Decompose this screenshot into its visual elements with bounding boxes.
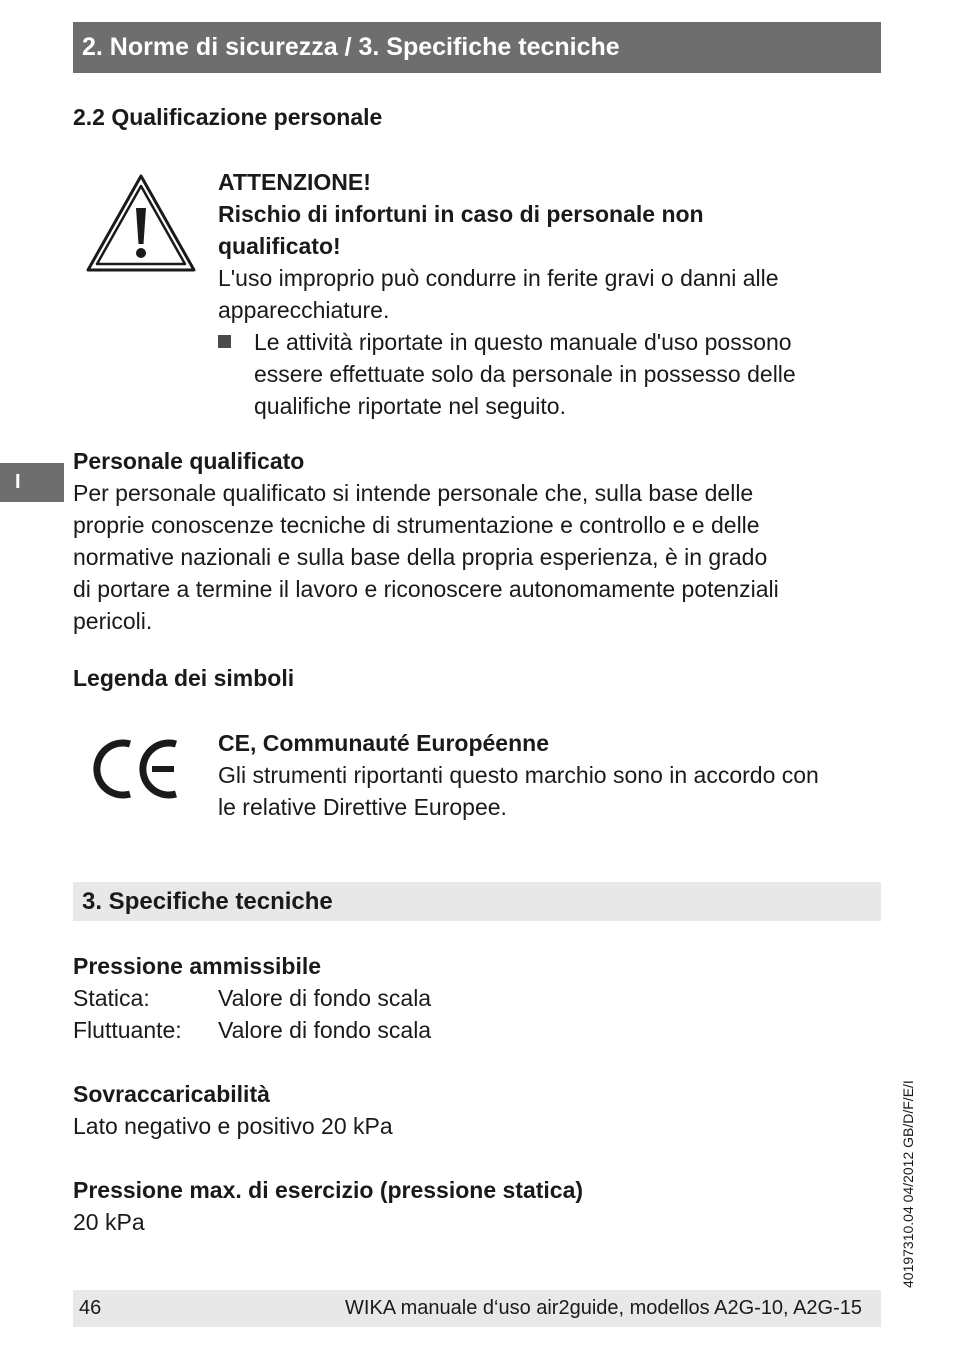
specs-section-title: 3. Specifiche tecniche bbox=[73, 882, 881, 921]
maxpress-value: 20 kPa bbox=[73, 1209, 145, 1235]
square-bullet-icon bbox=[218, 335, 231, 348]
warning-block bbox=[218, 166, 878, 422]
maxpress-block bbox=[73, 1174, 873, 1238]
qualified-staff-heading: Personale qualificato bbox=[73, 448, 305, 474]
warning-bullet-line-1: Le attività riportate in questo manuale d'uso possono bbox=[254, 329, 792, 355]
warning-triangle-icon bbox=[85, 173, 197, 273]
ce-body-2: le relative Direttive Europee. bbox=[218, 794, 507, 820]
overload-value: Lato negativo e positivo 20 kPa bbox=[73, 1113, 393, 1139]
maxpress-heading: Pressione max. di esercizio (pressione statica) bbox=[73, 1177, 584, 1203]
document-code: 40197310.04 04/2012 GB/D/F/E/I bbox=[900, 1080, 916, 1288]
qualification-heading: 2.2 Qualificazione personale bbox=[73, 104, 383, 130]
overload-block bbox=[73, 1078, 873, 1142]
qualified-staff-line-4: di portare a termine il lavoro e riconoscere autonomamente potenziali bbox=[73, 576, 779, 602]
qualified-staff-line-5: pericoli. bbox=[73, 608, 153, 634]
static-row bbox=[73, 982, 873, 1014]
language-tab: I bbox=[0, 463, 64, 502]
qualified-staff-line-1: Per personale qualificato si intende personale che, sulla base delle bbox=[73, 480, 754, 506]
warning-bullet-line-2: essere effettuate solo da personale in possesso delle bbox=[254, 361, 796, 387]
warning-body-1: L'uso improprio può condurre in ferite gravi o danni alle bbox=[218, 265, 779, 291]
ce-block bbox=[218, 727, 888, 823]
page-header: 2. Norme di sicurezza / 3. Specifiche tecniche bbox=[73, 22, 881, 73]
warning-title: ATTENZIONE! bbox=[218, 169, 371, 195]
warning-subtitle-1: Rischio di infortuni in caso di personale non bbox=[218, 201, 704, 227]
ce-mark-icon bbox=[92, 736, 182, 802]
footer-text: WIKA manuale d‘uso air2guide, modellos A2G-10, A2G-15 bbox=[345, 1297, 862, 1319]
warning-bullet bbox=[218, 326, 878, 422]
static-label: Statica: bbox=[73, 985, 150, 1011]
pressure-block bbox=[73, 950, 873, 1046]
warning-body-2: apparecchiature. bbox=[218, 297, 390, 323]
fluct-label: Fluttuante: bbox=[73, 1017, 182, 1043]
static-value: Valore di fondo scala bbox=[218, 985, 432, 1011]
symbols-heading: Legenda dei simboli bbox=[73, 665, 295, 691]
page-number: 46 bbox=[79, 1297, 102, 1319]
qualified-staff-line-2: proprie conoscenze tecniche di strumentazione e controllo e e delle bbox=[73, 512, 760, 538]
qualified-staff-line-3: normative nazionali e sulla base della propria esperienza, è in grado bbox=[73, 544, 768, 570]
ce-title: CE, Communauté Européenne bbox=[218, 730, 549, 756]
fluct-value: Valore di fondo scala bbox=[218, 1017, 432, 1043]
pressure-heading: Pressione ammissibile bbox=[73, 953, 322, 979]
overload-heading: Sovraccaricabilità bbox=[73, 1081, 270, 1107]
ce-body-1: Gli strumenti riportanti questo marchio sono in accordo con bbox=[218, 762, 819, 788]
fluct-row bbox=[73, 1014, 873, 1046]
warning-bullet-line-3: qualifiche riportate nel seguito. bbox=[254, 393, 566, 419]
qualified-staff-block bbox=[73, 445, 873, 637]
page-footer bbox=[73, 1290, 881, 1327]
warning-subtitle-2: qualificato! bbox=[218, 233, 341, 259]
